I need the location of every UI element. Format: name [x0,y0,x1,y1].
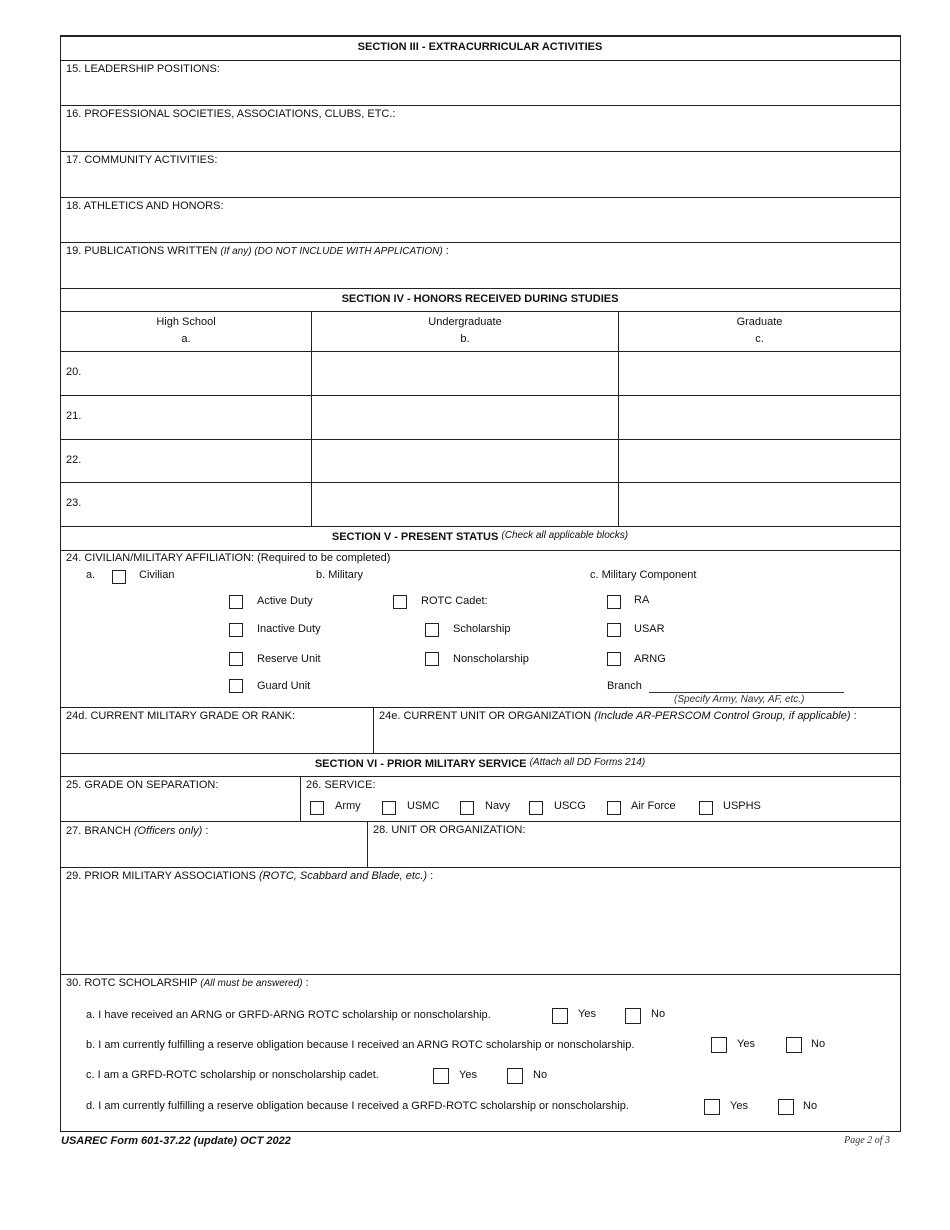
q19-note: (If any) (DO NOT INCLUDE WITH APPLICATION) [220,246,443,257]
q30a-yes-checkbox[interactable] [552,1008,568,1024]
form-identifier: USAREC Form 601-37.22 (update) OCT 2022 [61,1135,291,1147]
col-undergraduate-header [312,314,618,348]
q15-label: 15. LEADERSHIP POSITIONS: [66,63,220,75]
reserve-unit-checkbox[interactable] [229,652,243,666]
usar-checkbox[interactable] [607,623,621,637]
q24e-note: (Include AR-PERSCOM Control Group, if applicable) [594,710,851,722]
top-border [60,35,901,37]
row-22-high-school-cell[interactable] [61,440,311,482]
q19-text: 19. PUBLICATIONS WRITTEN [66,245,218,257]
q24a-letter: a. [86,569,96,581]
row-22-undergraduate-cell[interactable] [312,440,618,482]
section-6-title-text: SECTION VI - PRIOR MILITARY SERVICE [314,758,527,770]
q19-label [66,245,449,258]
q28-label: 28. UNIT OR ORGANIZATION: [373,824,526,836]
q30a-text: a. I have received an ARNG or GRFD-ARNG ROTC scholarship or nonscholarship. [86,1009,491,1021]
guard-unit-label: Guard Unit [257,680,311,692]
row-21-undergraduate-cell[interactable] [312,396,618,439]
section-5-title [60,531,900,544]
q30b-no-label: No [811,1038,826,1050]
q30c-no-checkbox[interactable] [507,1068,523,1084]
q27-text: 27. BRANCH [66,825,131,837]
q27-colon: : [202,825,209,837]
divider [60,550,901,551]
row-23-label: 23. [66,497,82,509]
q30c-yes-label: Yes [459,1069,477,1081]
q30b-yes-checkbox[interactable] [711,1037,727,1053]
divider [300,776,301,821]
col-a-title: High School [156,316,216,328]
col-c-title: Graduate [736,316,783,328]
q29-label [66,870,433,883]
ra-label: RA [634,594,650,606]
col-a-letter: a. [181,333,191,345]
divider [60,288,901,289]
q30-colon: : [302,977,309,989]
prior-associations-field[interactable] [61,868,900,974]
civilian-label: Civilian [139,569,175,581]
uscg-checkbox[interactable] [529,801,543,815]
q30a-yes-label: Yes [578,1008,596,1020]
army-checkbox[interactable] [310,801,324,815]
divider [60,311,901,312]
q30d-text: d. I am currently fulfilling a reserve obligation because I received a GRFD-ROTC scholarship or nonscholarship. [86,1100,629,1112]
rotc-cadet-label: ROTC Cadet: [421,595,488,607]
col-high-school-header [61,314,311,348]
q30b-yes-label: Yes [737,1038,755,1050]
q29-colon: : [427,870,434,882]
col-c-letter: c. [755,333,764,345]
q16-label: 16. PROFESSIONAL SOCIETIES, ASSOCIATIONS, CLUBS, ETC.: [66,108,396,120]
right-border [900,35,901,1131]
reserve-unit-label: Reserve Unit [257,653,321,665]
scholarship-label: Scholarship [453,623,511,635]
q30b-text: b. I am currently fulfilling a reserve obligation because I received an ARNG ROTC scholarship or nonscholarship. [86,1039,635,1051]
army-label: Army [335,800,361,812]
usar-label: USAR [634,623,665,635]
scholarship-checkbox[interactable] [425,623,439,637]
nonscholarship-checkbox[interactable] [425,652,439,666]
section-4-title: SECTION IV - HONORS RECEIVED DURING STUDIES [341,293,619,305]
branch-note: (Specify Army, Navy, AF, etc.) [674,694,805,705]
q30b-no-checkbox[interactable] [786,1037,802,1053]
navy-label: Navy [485,800,511,812]
branch-label: Branch [607,680,642,692]
uscg-label: USCG [554,800,586,812]
row-22-label: 22. [66,454,82,466]
q29-note: (ROTC, Scabbard and Blade, etc.) [258,870,428,882]
q29-text: 29. PRIOR MILITARY ASSOCIATIONS [66,870,256,882]
q30-note: (All must be answered) [200,978,303,989]
q25-label: 25. GRADE ON SEPARATION: [66,779,219,791]
row-22-graduate-cell[interactable] [619,440,900,482]
col-graduate-header [619,314,900,348]
row-21-label: 21. [66,410,82,422]
section-5-title-text: SECTION V - PRESENT STATUS [331,531,499,543]
row-20-graduate-cell[interactable] [619,352,900,395]
q24e-text: 24e. CURRENT UNIT OR ORGANIZATION [379,710,592,722]
q30-text: 30. ROTC SCHOLARSHIP [66,977,198,989]
q30c-text: c. I am a GRFD-ROTC scholarship or nonscholarship cadet. [86,1069,379,1081]
q27-note: (Officers only) [133,825,203,837]
navy-checkbox[interactable] [460,801,474,815]
guard-unit-checkbox[interactable] [229,679,243,693]
q30a-no-label: No [651,1008,666,1020]
page-number: Page 2 of 3 [844,1135,890,1146]
air-force-checkbox[interactable] [607,801,621,815]
section-6-note: (Attach all DD Forms 214) [529,757,646,768]
divider [60,974,901,975]
row-20-label: 20. [66,366,82,378]
q30c-no-label: No [533,1069,548,1081]
ra-checkbox[interactable] [607,595,621,609]
active-duty-checkbox[interactable] [229,595,243,609]
arng-label: ARNG [634,653,666,665]
active-duty-label: Active Duty [257,595,313,607]
q30-label [66,977,309,990]
military-label: b. Military [316,569,364,581]
arng-checkbox[interactable] [607,652,621,666]
q17-label: 17. COMMUNITY ACTIVITIES: [66,154,218,166]
air-force-label: Air Force [631,800,676,812]
section-5-note: (Check all applicable blocks) [501,530,629,541]
row-21-high-school-cell[interactable] [61,396,311,439]
usphs-label: USPHS [723,800,761,812]
q26-label: 26. SERVICE: [306,779,376,791]
civilian-checkbox[interactable] [112,570,126,584]
rotc-cadet-checkbox[interactable] [393,595,407,609]
q24e-label [379,710,857,723]
row-23-high-school-cell[interactable] [61,483,311,526]
q18-label: 18. ATHLETICS AND HONORS: [66,200,224,212]
row-23-graduate-cell[interactable] [619,483,900,526]
q27-label [66,825,208,838]
row-21-graduate-cell[interactable] [619,396,900,439]
row-23-undergraduate-cell[interactable] [312,483,618,526]
inactive-duty-label: Inactive Duty [257,623,321,635]
inactive-duty-checkbox[interactable] [229,623,243,637]
row-20-high-school-cell[interactable] [61,352,311,395]
section-6-title [60,758,900,771]
q30d-no-label: No [803,1100,818,1112]
q24e-colon: : [850,710,857,722]
col-b-letter: b. [460,333,470,345]
q30d-yes-checkbox[interactable] [704,1099,720,1115]
col-b-title: Undergraduate [428,316,502,328]
section-3-title: SECTION III - EXTRACURRICULAR ACTIVITIES [357,41,603,53]
q30d-no-checkbox[interactable] [778,1099,794,1115]
military-component-label: c. Military Component [590,569,697,581]
divider [60,526,901,527]
row-20-undergraduate-cell[interactable] [312,352,618,395]
q19-colon: : [442,245,449,257]
q30d-yes-label: Yes [730,1100,748,1112]
usmc-checkbox[interactable] [382,801,396,815]
bottom-border [60,1131,901,1132]
q24d-label: 24d. CURRENT MILITARY GRADE OR RANK: [66,710,296,722]
q30c-yes-checkbox[interactable] [433,1068,449,1084]
usmc-label: USMC [407,800,440,812]
q30a-no-checkbox[interactable] [625,1008,641,1024]
nonscholarship-label: Nonscholarship [453,653,529,665]
usphs-checkbox[interactable] [699,801,713,815]
divider [60,753,901,754]
q24-label: 24. CIVILIAN/MILITARY AFFILIATION: (Required to be completed) [66,552,391,564]
